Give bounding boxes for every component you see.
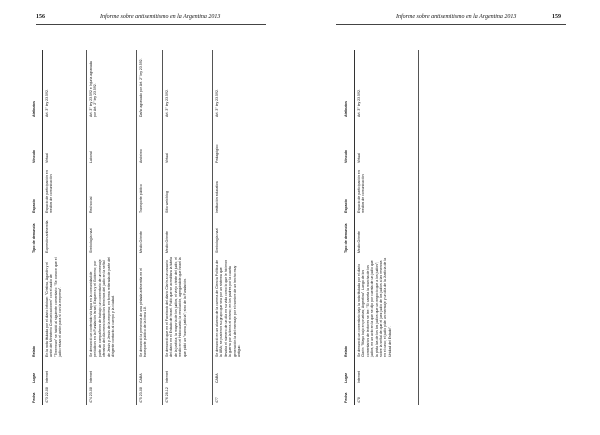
table-header bbox=[28, 50, 43, 405]
cell-relato: Se denunció un comentario bajo la nota titulada por el diario Clarín: "Mayo bajo en pruebas; Argentina". Luego de los comentarios de lectores se lee: "Si caneta la marcha de los judíos, en un acto en la que se dijo por cuenta de un judío que la pista las de los los judíos que un negocio que a los judíos"; sobre la señal de que el juez judío de los judíos a las reservas en el caso; el judío pide un mensaje y un día de la Justicia de la Unidad del Estado". bbox=[357, 257, 392, 357]
cell-lugar: CABA bbox=[215, 373, 219, 383]
cell-tipo: Expresión antisemita bbox=[45, 220, 49, 253]
rotated-table bbox=[340, 50, 580, 405]
cell-espacio: Sitio web/blog bbox=[165, 191, 169, 213]
table-row bbox=[212, 50, 266, 405]
column-header-relato: Relato bbox=[32, 346, 36, 357]
cell-fecha: 476 28-12 bbox=[165, 387, 169, 403]
column-header-atributos: Atributos bbox=[344, 101, 348, 117]
column-header-tipo: Tipo de denuncia bbox=[344, 223, 348, 253]
table-row bbox=[86, 50, 137, 405]
cell-tipo: Medio Oriente bbox=[165, 231, 169, 253]
right-page bbox=[300, 0, 600, 435]
cell-atributos: Art. 3° ley 23.592. bbox=[165, 89, 169, 117]
running-title: Informe sobre antisemitismo en la Argentina 2013 bbox=[100, 14, 221, 20]
cell-espacio: Red social bbox=[89, 196, 93, 213]
cell-relato: Se denunció un contenido vía tapa en la comunidad de periódicos en la Fundación Israel, Ezquerra y el Gobierno; por parte de compañeros de trabajo; un comentario de un mensaje ofensivo del día mencionado los términos del judío en la señal de Jesús y Jesús de la empresa; en forma reiterada de parte del dirigente contacto al cuerpo y la ciudad. bbox=[89, 257, 116, 357]
column-header-tipo: Tipo de denuncia bbox=[32, 223, 36, 253]
cell-fecha: 474 23-08 bbox=[89, 387, 93, 403]
rotated-table bbox=[28, 50, 268, 405]
cell-espacio: Institución educativa bbox=[215, 181, 219, 213]
column-header-lugar: Lugar bbox=[32, 373, 36, 383]
running-title: Informe sobre antisemitismo en la Argentina 2013 bbox=[396, 14, 517, 20]
table-header bbox=[340, 50, 355, 405]
column-header-fecha: Fecha bbox=[32, 392, 36, 403]
cell-lugar: CABA bbox=[139, 373, 143, 383]
cell-lugar: Internet bbox=[357, 371, 361, 383]
header-rule bbox=[336, 24, 566, 25]
header-rule bbox=[36, 24, 266, 25]
table-row bbox=[162, 50, 213, 405]
column-header-relato: Relato bbox=[344, 346, 348, 357]
cell-relato: Se denunció en un alumno de la carrera de Ciencia Política de la UBA; se pusieron su grupo que sea por un sistema que llevaba el número de un día en su vida como lo que le hicieron la guerra por la tierra el mismo; en los padres por la cuarta generación la del mensaje por el nombre de un hecho muy antiguo. bbox=[215, 259, 242, 357]
column-header-espacio: Espacio bbox=[344, 199, 348, 213]
cell-vinculo: Anónimo bbox=[139, 149, 143, 163]
cell-atributos: Art. 3° ley 23.592. bbox=[45, 89, 49, 117]
column-header-espacio: Espacio bbox=[32, 199, 36, 213]
cell-vinculo: Laboral bbox=[89, 151, 93, 163]
cell-tipo: Medio Oriente bbox=[139, 231, 143, 253]
page-number: 156 bbox=[36, 14, 45, 20]
column-header-lugar: Lugar bbox=[344, 373, 348, 383]
cell-espacio: Transporte público bbox=[139, 184, 143, 213]
cell-fecha: 478 bbox=[357, 397, 361, 403]
cell-atributos: Art. 3° ley 23.592. bbox=[357, 89, 361, 117]
cell-espacio: Espacio de participación en medios de comunicación bbox=[357, 170, 366, 213]
table-row bbox=[354, 50, 419, 405]
cell-lugar: Internet bbox=[45, 371, 49, 383]
cell-relato: En la nota titulada por el diario Infobae: "Cristina, Agustín y el avión del Ministerio Comunicaciones" con el audio de "Timerman" se habló al siguiente comentario: "Se conoce que el judío retuvo el avión para sí con la empresa". bbox=[45, 257, 63, 357]
cell-espacio: Espacio de participación en medios de comunicación bbox=[45, 170, 54, 213]
cell-atributos: Art. 3° ley 23.592 e Injuria agravada por Art. 2° ley 23.592. bbox=[89, 61, 98, 117]
cell-vinculo: Virtual bbox=[357, 153, 361, 163]
cell-tipo: Medio Oriente bbox=[357, 231, 361, 253]
column-header-vinculo: Vínculo bbox=[32, 150, 36, 163]
cell-vinculo: Pedagógico bbox=[215, 144, 219, 163]
column-header-fecha: Fecha bbox=[344, 392, 348, 403]
cell-vinculo: Virtual bbox=[45, 153, 49, 163]
column-header-vinculo: Vínculo bbox=[344, 150, 348, 163]
cell-vinculo: Virtual bbox=[165, 153, 169, 163]
cell-relato: Se denunció la presencia de una pintada antisemita en el transporte público de la línea 18. bbox=[139, 268, 148, 357]
cell-fecha: 475 23-08 bbox=[139, 387, 143, 403]
cell-tipo: Simbología nazi bbox=[215, 228, 219, 253]
table-row bbox=[136, 50, 163, 405]
cell-fecha: 473 22-08 bbox=[45, 387, 49, 403]
cell-atributos: Art. 3° ley 23.592. bbox=[215, 89, 219, 117]
page-number: 159 bbox=[552, 14, 561, 20]
cell-lugar: Internet bbox=[89, 371, 93, 383]
cell-fecha: 477 bbox=[215, 397, 219, 403]
cell-tipo: Simbología nazi bbox=[89, 228, 93, 253]
column-header-atributos: Atributos bbox=[32, 101, 36, 117]
cell-atributos: Daño agravado por Art. 2° ley 23.592. bbox=[139, 58, 143, 117]
cell-lugar: Internet bbox=[165, 371, 169, 383]
cell-relato: Se denunció que en el Facebook del diario Clarín a un usuario del diario en el Estado de Israel. Pidió que se acreditara la tutela de la justicia; la mayoría de los judíos, el viejo chiste del judío, el medio en el Holocausto; la resolución, agregándole que Israel la que pidió un "nueva justicia"; sino de la Fundación. bbox=[165, 256, 187, 357]
table-row bbox=[42, 50, 87, 405]
